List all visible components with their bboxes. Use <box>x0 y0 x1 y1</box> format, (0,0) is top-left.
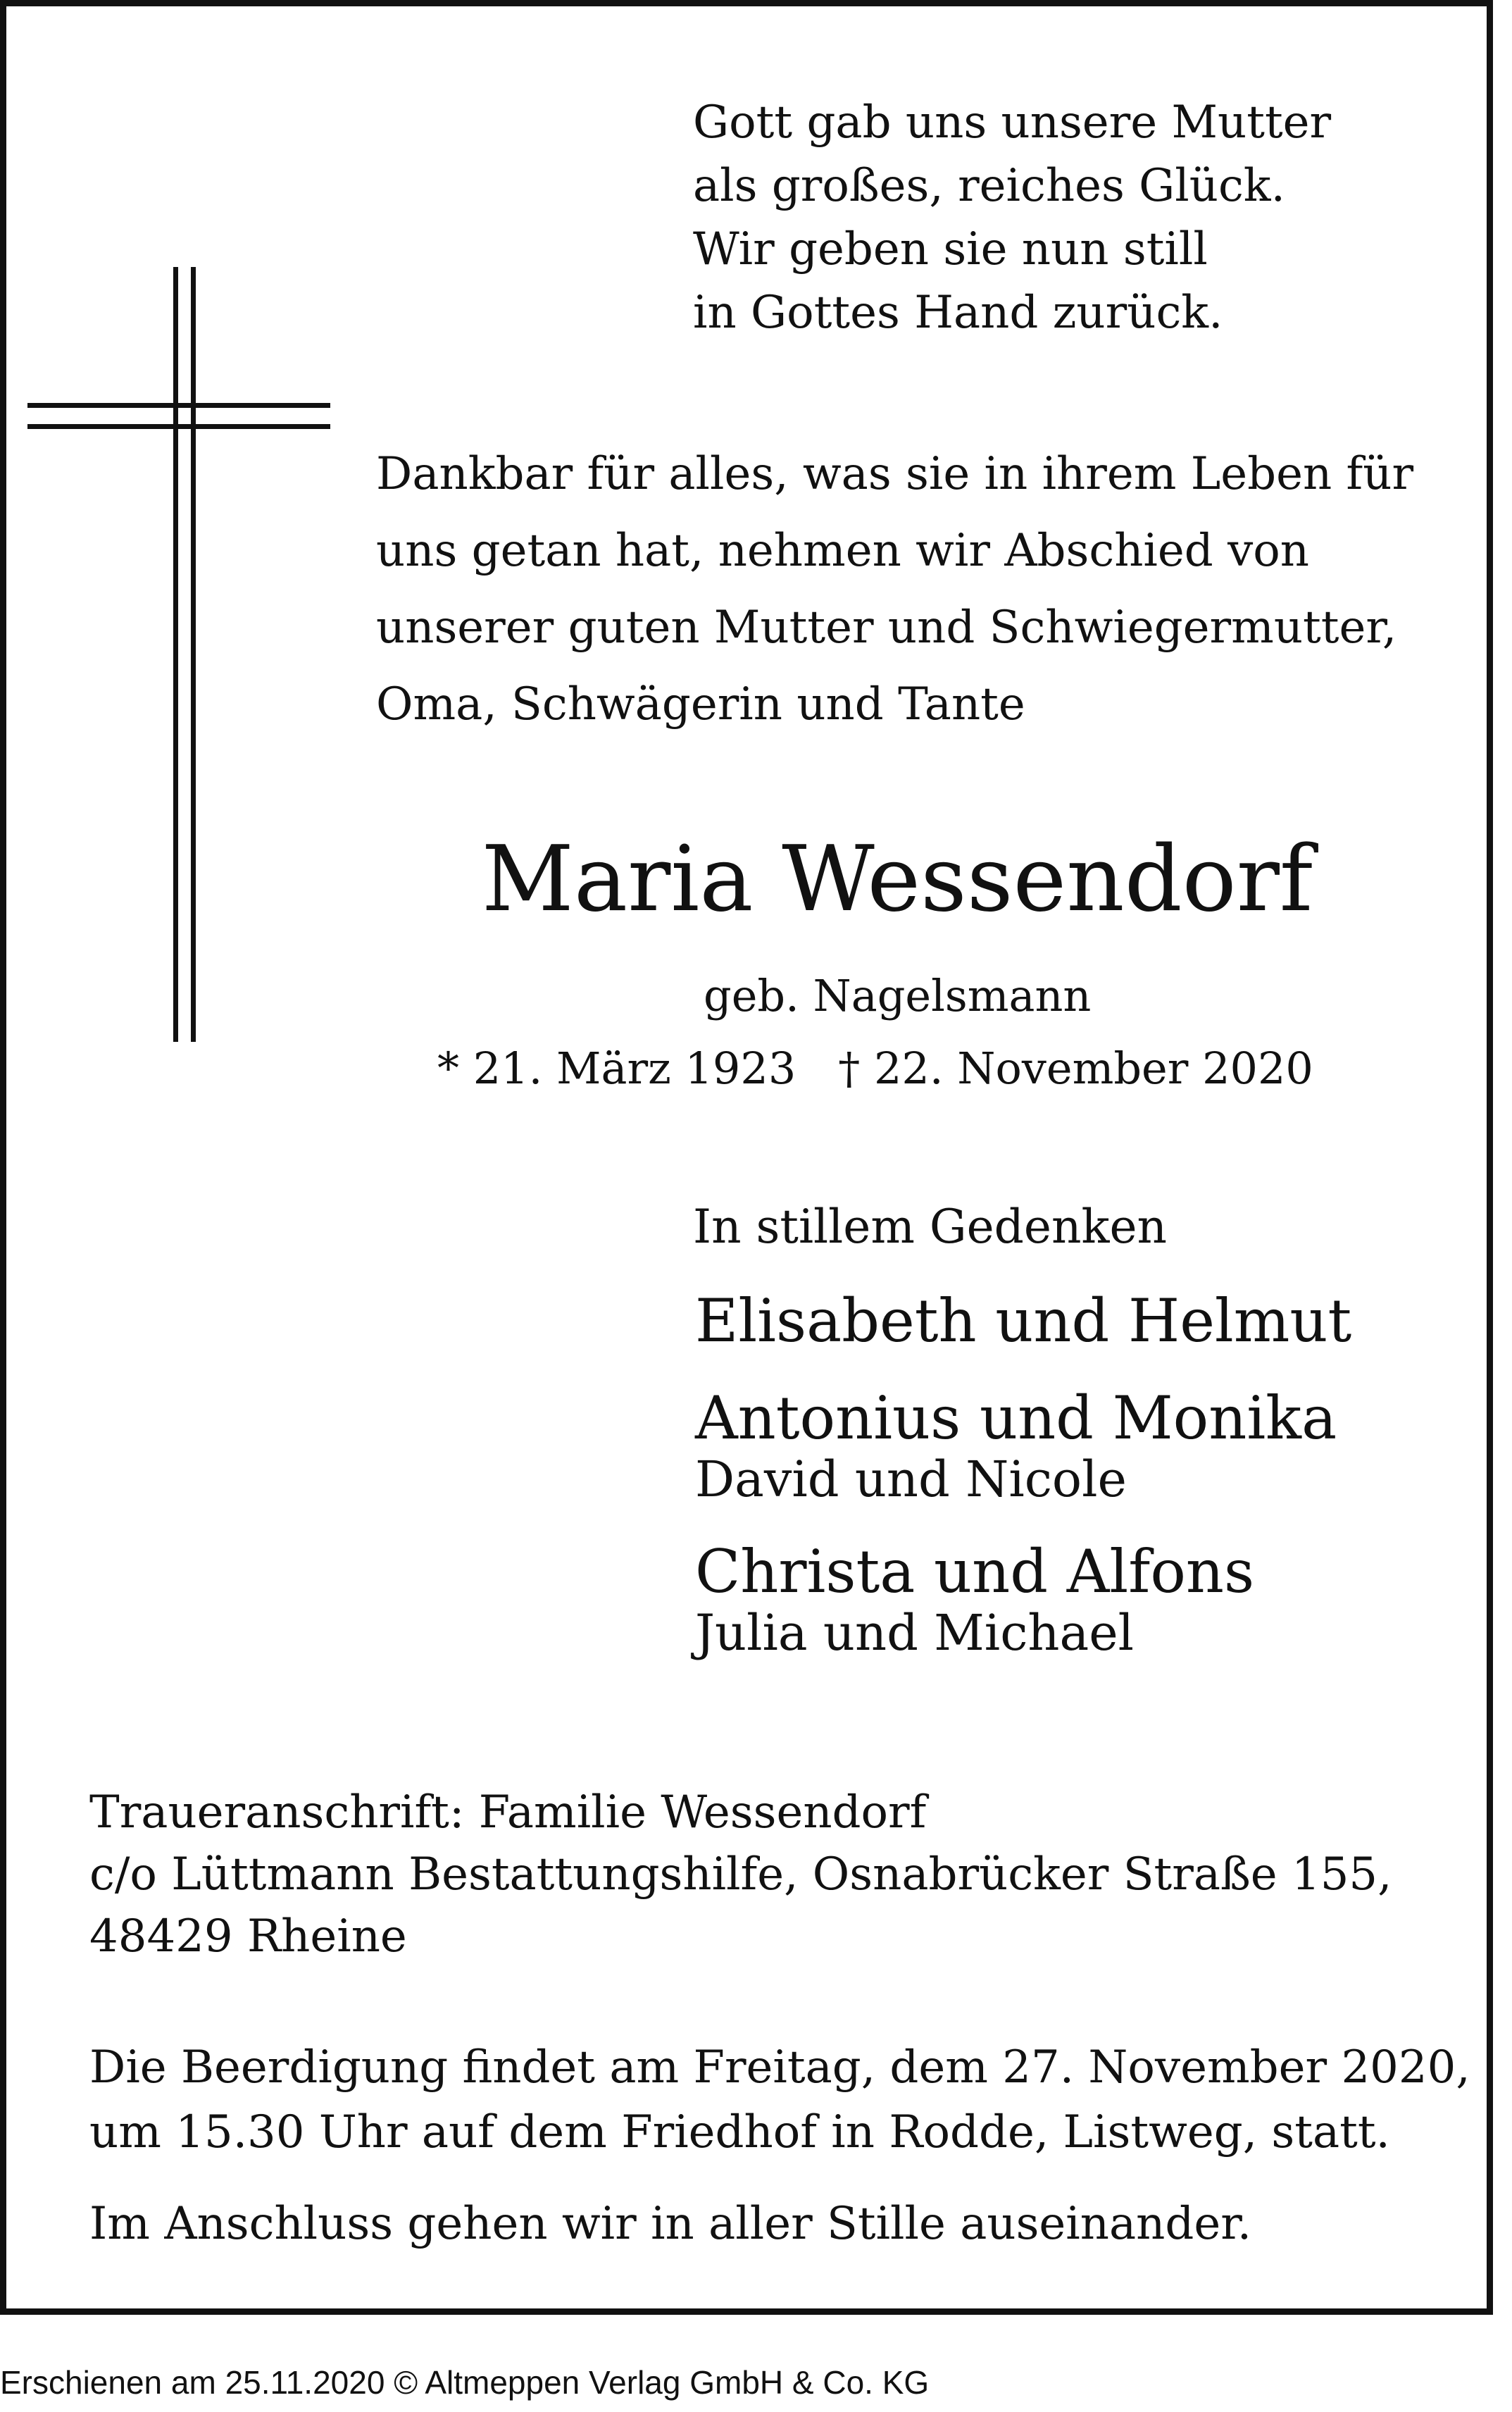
poem <box>693 91 1331 344</box>
life-dates <box>437 1040 1313 1097</box>
mourner-subname: Julia und Michael <box>695 1604 1135 1662</box>
intro-line: Dankbar für alles, was sie in ihrem Leben für <box>376 448 1414 500</box>
address-line: 48429 Rheine <box>89 1910 407 1963</box>
publication-footer: Erschienen am 25.11.2020 © Altmeppen Verlag GmbH & Co. KG <box>0 2364 930 2401</box>
closing-line: Im Anschluss gehen wir in aller Stille auseinander. <box>89 2198 1252 2250</box>
intro-line: Oma, Schwägerin und Tante <box>376 678 1025 731</box>
birth-date: * 21. März 1923 <box>437 1043 796 1094</box>
address-line: Traueranschrift: Familie Wessendorf <box>89 1786 927 1839</box>
poem-line: Wir geben sie nun still <box>693 223 1208 275</box>
mourner-name: Christa und Alfons <box>695 1537 1255 1606</box>
mourner-name: Elisabeth und Helmut <box>695 1286 1352 1355</box>
poem-line: Gott gab uns unsere Mutter <box>693 97 1332 149</box>
poem-line: in Gottes Hand zurück. <box>693 287 1223 339</box>
mourner-group <box>695 1539 1351 1662</box>
intro-line: unserer guten Mutter und Schwiegermutter, <box>376 602 1397 654</box>
mourner-list <box>695 1288 1351 1662</box>
intro-text <box>376 436 1413 743</box>
mourning-address <box>89 1782 1392 1967</box>
remembrance-line: In stillem Gedenken <box>693 1200 1168 1254</box>
death-date: † 22. November 2020 <box>838 1043 1313 1094</box>
mourner-subname: David und Nicole <box>695 1450 1127 1508</box>
intro-line: uns getan hat, nehmen wir Abschied von <box>376 525 1309 577</box>
deceased-name: Maria Wessendorf <box>481 827 1313 932</box>
funeral-notice <box>89 2035 1470 2165</box>
funeral-line: um 15.30 Uhr auf dem Friedhof in Rodde, Listweg, statt. <box>89 2106 1390 2158</box>
mourner-group <box>695 1386 1351 1508</box>
birth-name: geb. Nagelsmann <box>704 970 1092 1021</box>
poem-line: als großes, reiches Glück. <box>693 160 1285 212</box>
address-line: c/o Lüttmann Bestattungshilfe, Osnabrücker Straße 155, <box>89 1848 1392 1901</box>
funeral-line: Die Beerdigung findet am Freitag, dem 27. November 2020, <box>89 2041 1470 2094</box>
mourner-group <box>695 1288 1351 1353</box>
mourner-name: Antonius und Monika <box>695 1384 1337 1453</box>
